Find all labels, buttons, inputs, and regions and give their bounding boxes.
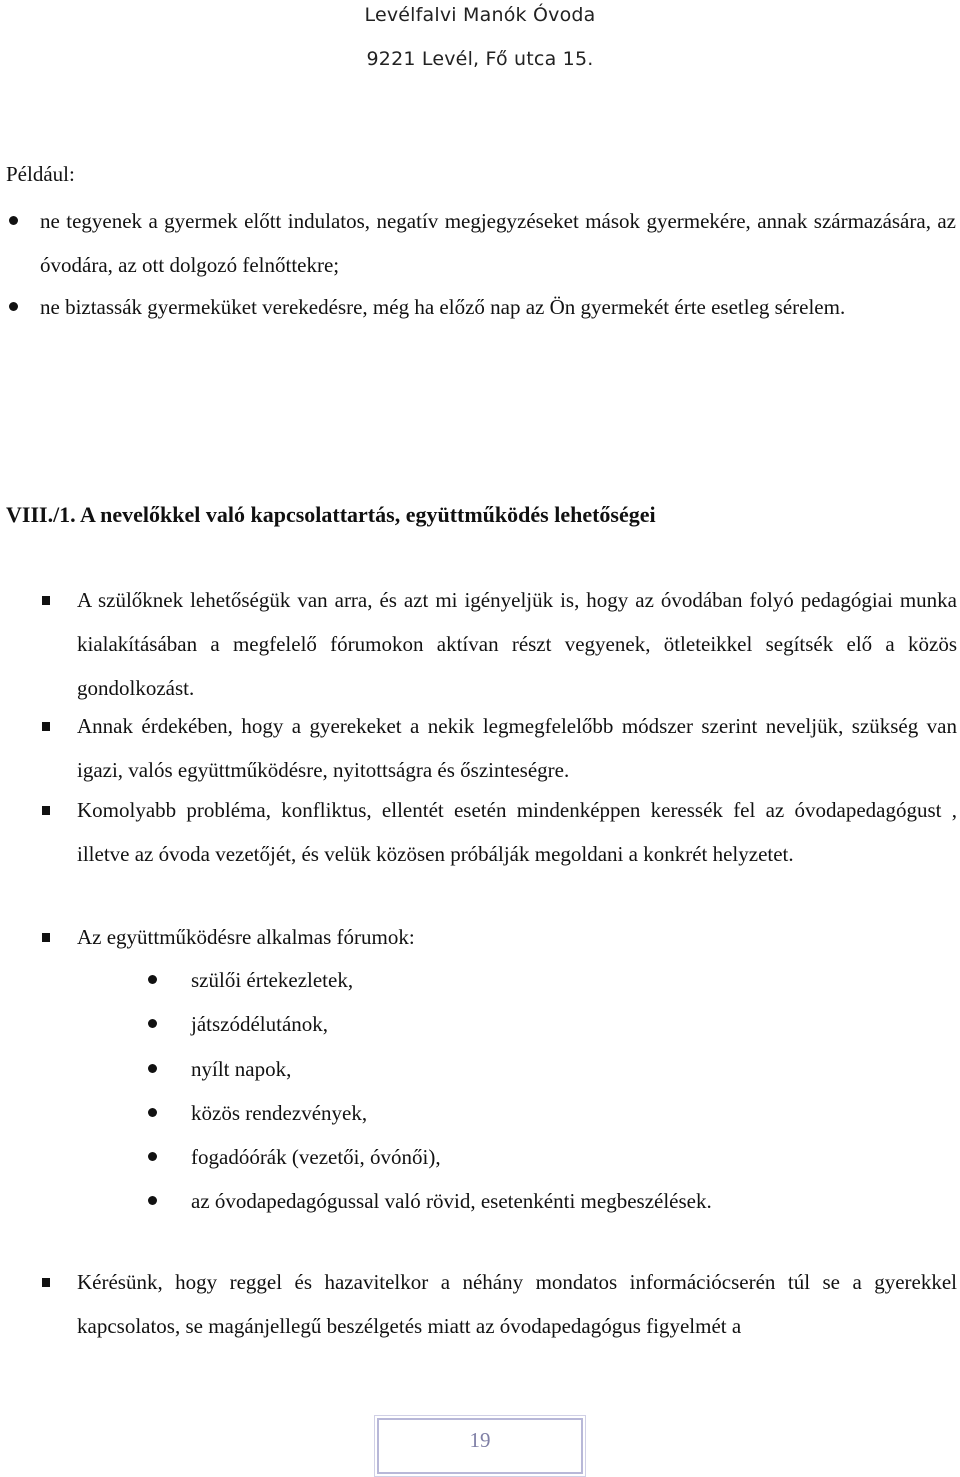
- header-address: 9221 Levél, Fő utca 15.: [366, 48, 594, 70]
- forum-item: szülői értekezletek,: [191, 968, 354, 992]
- intro-label: Például:: [6, 162, 75, 186]
- section-heading: VIII./1. A nevelőkkel való kapcsolattartás, együttműködés lehetőségei: [6, 502, 656, 527]
- bullet-square-icon: [42, 806, 50, 815]
- bullet-dot-icon: [148, 1152, 157, 1161]
- bullet-dot-icon: [148, 1064, 157, 1073]
- point-item: Az együttműködésre alkalmas fórumok:: [77, 925, 415, 949]
- point-item: Annak érdekében, hogy a gyerekeket a nekik legmegfelelőbb módszer szerint neveljük, szükség van igazi, valós együttműködésre, nyitottságra és őszinteségre.: [77, 714, 957, 782]
- bullet-dot-icon: [148, 1108, 157, 1117]
- page-number: 19: [469, 1428, 491, 1452]
- point-item: A szülőknek lehetőségük van arra, és azt mi igényeljük is, hogy az óvodában folyó pedagógiai munka kialakításában a megfelelő fórumokon aktívan részt vegyenek, ötleteikkel segítsék elő a közös gondolkozást.: [77, 588, 957, 700]
- bullet-square-icon: [42, 1278, 50, 1287]
- bullet-square-icon: [42, 722, 50, 731]
- bullet-dot-icon: [9, 302, 18, 311]
- page-number-box: [377, 1418, 583, 1474]
- point-item: Komolyabb probléma, konfliktus, ellentét esetén mindenképpen keressék fel az óvodapedagógust , illetve az óvoda vezetőjét, és velük közösen próbálják megoldani a konkrét helyzetet.: [77, 798, 957, 866]
- example-item: ne tegyenek a gyermek előtt indulatos, negatív megjegyzéseket mások gyermekére, annak származására, az óvodára, az ott dolgozó felnőttekre;: [40, 209, 956, 277]
- point-item: Kérésünk, hogy reggel és hazavitelkor a néhány mondatos információcserén túl se a gyerekkel kapcsolatos, se magánjellegű beszélgetés miatt az óvodapedagógus figyelmét a: [77, 1270, 957, 1338]
- bullet-square-icon: [42, 596, 50, 605]
- forum-item: nyílt napok,: [191, 1057, 292, 1081]
- example-item: ne biztassák gyermeküket verekedésre, még ha előző nap az Ön gyermekét érte esetleg sérelem.: [40, 295, 846, 319]
- forum-item: játszódélutánok,: [191, 1012, 329, 1036]
- bullet-dot-icon: [9, 216, 18, 225]
- bullet-dot-icon: [148, 1196, 157, 1205]
- bullet-dot-icon: [148, 1019, 157, 1028]
- bullet-dot-icon: [148, 975, 157, 984]
- forum-item: fogadóórák (vezetői, óvónői),: [191, 1145, 441, 1169]
- bullet-square-icon: [42, 933, 50, 942]
- header-org-name: Levélfalvi Manók Óvoda: [364, 4, 596, 26]
- forum-item: közös rendezvények,: [191, 1101, 368, 1125]
- forum-item: az óvodapedagógussal való rövid, esetenkénti megbeszélések.: [191, 1189, 712, 1213]
